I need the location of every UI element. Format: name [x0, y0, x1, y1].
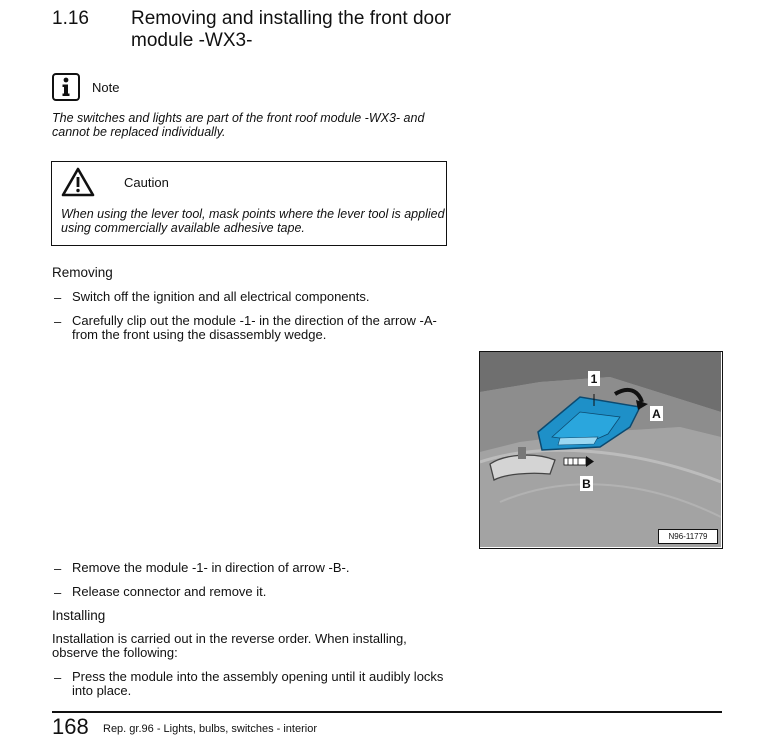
warning-triangle-icon — [60, 166, 96, 198]
info-icon — [52, 73, 80, 101]
callout-1: 1 — [590, 372, 598, 386]
roof-module-illustration — [480, 352, 721, 547]
page-number: 168 — [52, 714, 89, 739]
removing-step-2: Carefully clip out the module -1- in the direction of the arrow -A- from the front using the disassembly wedge. — [72, 313, 437, 342]
caution-label: Caution — [124, 175, 169, 190]
removing-heading: Removing — [52, 265, 113, 280]
footer-rule — [52, 711, 722, 713]
bullet-dash: – — [54, 290, 62, 305]
section-number: 1.16 — [52, 8, 89, 29]
bullet-dash: – — [54, 314, 62, 329]
callout-a: A — [652, 407, 661, 421]
removing-step-1: Switch off the ignition and all electrical components. — [72, 289, 370, 304]
installing-intro: Installation is carried out in the reverse order. When installing, observe the following: — [52, 631, 407, 660]
note-label: Note — [92, 80, 120, 95]
section-title: Removing and installing the front door module -WX3- — [131, 8, 452, 51]
installing-heading: Installing — [52, 608, 106, 623]
callout-b: B — [582, 477, 591, 491]
installing-step-1: Press the module into the assembly opening until it audibly locks into place. — [72, 669, 444, 698]
removing-step-3: Remove the module -1- in direction of arrow -B-. — [72, 560, 350, 575]
bullet-dash: – — [54, 670, 62, 685]
module-figure — [479, 351, 723, 549]
footer-text: Rep. gr.96 - Lights, bulbs, switches - interior — [103, 723, 317, 735]
note-text: The switches and lights are part of the front roof module -WX3- and cannot be replaced individually. — [52, 111, 425, 139]
figure-code: N96-11779 — [658, 529, 718, 544]
removing-step-4: Release connector and remove it. — [72, 584, 267, 599]
bullet-dash: – — [54, 585, 62, 600]
bullet-dash: – — [54, 561, 62, 576]
caution-text: When using the lever tool, mask points where the lever tool is applied using commercially available adhesive tape. — [61, 207, 445, 235]
